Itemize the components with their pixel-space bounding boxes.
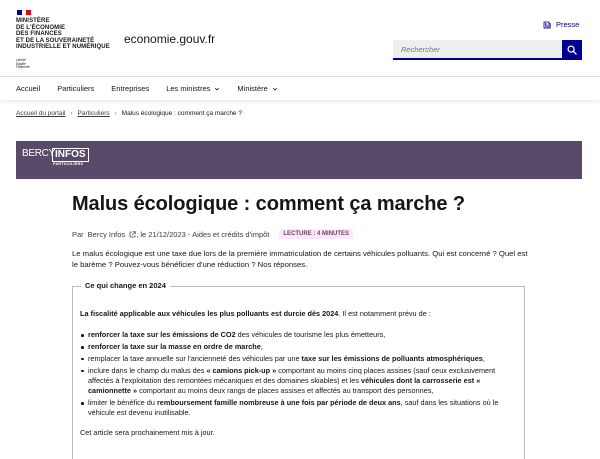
breadcrumb <box>16 110 242 117</box>
bercy-infos-logo <box>22 148 86 172</box>
chevron-down-icon <box>272 86 278 92</box>
chevron-down-icon <box>214 86 220 92</box>
bullet-text: inclure dans le champ du malus des <box>88 365 207 375</box>
main-navigation <box>0 76 600 100</box>
list-item <box>80 366 516 397</box>
nav-item-label: Ministère <box>237 84 268 93</box>
motto-line: Fraternité <box>16 65 30 70</box>
change-list <box>80 330 516 418</box>
ministry-line: INDUSTRIELLE ET NUMÉRIQUE <box>16 44 110 51</box>
info-box-lead <box>80 309 516 319</box>
info-box <box>72 281 525 459</box>
author-link[interactable]: Bercy Infos <box>87 229 126 239</box>
external-link-icon <box>129 231 136 238</box>
presse-link[interactable] <box>543 20 579 29</box>
bullet-bold: remboursement famille nombreuse à une fois par période de deux ans <box>156 398 401 408</box>
bullet-text: remplacer la taxe annuelle sur l'ancienneté des véhicules par une <box>88 353 302 363</box>
info-box-content <box>80 309 516 449</box>
ministry-line: DE L'ÉCONOMIE <box>16 24 66 31</box>
bullet-bold: renforcer la taxe sur les émissions de CO2 <box>88 330 236 340</box>
meta-prefix: Par <box>72 229 84 239</box>
bullet-text: , sauf dans les situations où le véhicule est devenu inutilisable. <box>88 398 499 418</box>
logo-bercy-word: BERCY <box>22 148 55 159</box>
nav-item-accueil[interactable] <box>16 84 40 93</box>
ministry-name[interactable] <box>16 18 116 51</box>
nav-item-ministere[interactable] <box>237 84 277 93</box>
reading-time-badge: LECTURE : 4 MINUTES <box>279 229 353 239</box>
nav-item-les-ministres[interactable] <box>166 84 220 93</box>
info-box-title: Ce qui change en 2024 <box>81 281 170 290</box>
bullet-bold: renforcer la taxe sur la masse en ordre de marche <box>88 342 261 352</box>
info-box-footer: Cet article sera prochainement mis à jour. <box>80 427 215 437</box>
bullet-bold: « camions pick-up » <box>206 365 277 375</box>
nav-item-label: Particuliers <box>57 84 95 93</box>
breadcrumb-link-particuliers[interactable]: Particuliers <box>77 110 110 117</box>
article-meta <box>72 229 353 239</box>
bullet-text: comportant au moins cinq places assises (sauf ceux exclusivement affectés à l'exploitation des remontées mécaniques et des domaines skiables) et les <box>88 365 496 385</box>
newspaper-icon <box>543 21 551 29</box>
article-intro: Le malus écologique est une taxe due lors de la première immatriculation de certains véhicules polluants. Qui est concerné ? Quel est le barème ? Pouvez-vous bénéficier d'une réduction ? Nos réponses. <box>72 249 528 269</box>
nav-item-label: Les ministres <box>166 84 211 93</box>
ministry-line: MINISTÈRE <box>16 18 50 24</box>
republic-motto <box>16 59 46 70</box>
bercy-infos-banner <box>16 141 582 179</box>
logo-infos-box: INFOS <box>52 148 89 162</box>
list-item <box>80 342 516 352</box>
presse-label: Presse <box>556 20 580 29</box>
lead-bold: La fiscalité applicable aux véhicules les plus polluants est durcie dès 2024 <box>80 309 339 318</box>
ministry-line: DES FINANCES <box>16 31 62 38</box>
nav-item-particuliers[interactable] <box>57 84 94 93</box>
list-item <box>80 398 516 419</box>
nav-item-label: Entreprises <box>111 84 150 93</box>
flag-red-stripe <box>26 10 31 15</box>
search-icon <box>567 45 577 55</box>
nav-item-entreprises[interactable] <box>111 84 149 93</box>
bullet-text: comportant au moins deux rangs de places assises et affectés au transport des personnes, <box>137 386 434 396</box>
chevron-right-icon: › <box>114 110 117 117</box>
lead-rest: . Il est notamment prévu de : <box>338 309 431 318</box>
bullet-text: limiter le bénéfice du <box>88 398 157 408</box>
bullet-text: , <box>260 342 263 352</box>
logo-particuliers: PARTICULIERS <box>53 162 84 166</box>
meta-suffix: , le 21/12/2023 - Aides et crédits d'impôt <box>136 229 270 239</box>
bullet-text: , <box>482 353 485 363</box>
list-item <box>80 330 516 340</box>
search-button[interactable] <box>562 40 582 60</box>
motto-line: Égalité <box>16 61 26 66</box>
breadcrumb-current: Malus écologique : comment ça marche ? <box>121 110 242 117</box>
search-bar <box>393 40 582 60</box>
article-title: Malus écologique : comment ça marche ? <box>72 193 465 215</box>
site-header <box>0 0 600 72</box>
breadcrumb-link-accueil[interactable]: Accueil du portail <box>16 110 66 117</box>
bullet-bold: taxe sur les émissions de polluants atmosphériques <box>301 353 483 363</box>
nav-item-label: Accueil <box>16 84 41 93</box>
french-flag-icon <box>17 10 31 15</box>
ministry-line: ET DE LA SOUVERAINETÉ <box>16 37 95 44</box>
chevron-right-icon: › <box>70 110 73 117</box>
site-name-link[interactable]: economie.gouv.fr <box>124 32 216 46</box>
search-input[interactable] <box>393 40 562 60</box>
list-item <box>80 354 516 364</box>
bullet-text: des véhicules de tourisme les plus émetteurs, <box>235 330 386 340</box>
bullet-bold: véhicules dont la carrosserie est « camionnette » <box>88 375 481 396</box>
motto-line: Liberté <box>16 58 26 62</box>
